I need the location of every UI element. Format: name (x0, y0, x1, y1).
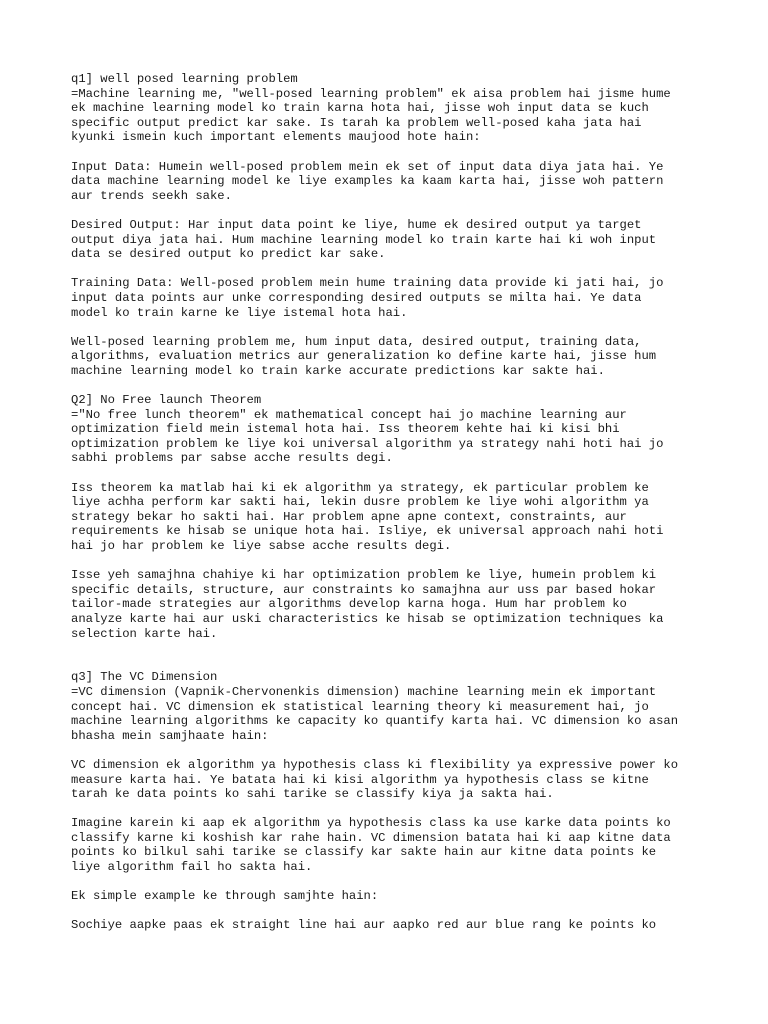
text-line: hai jo har problem ke liye sabse acche results degi. (71, 539, 452, 553)
paragraph (71, 72, 711, 145)
text-line: requirements ke hisab se unique hota hai. Isliye, ek universal approach nahi hoti (71, 524, 664, 539)
text-line: kyunki ismein kuch important elements maujood hote hain: (71, 130, 481, 145)
text-line: optimization field mein istemal hota hai. Iss theorem kehte hai ki kisi bhi (71, 422, 620, 437)
paragraph (71, 816, 711, 874)
paragraph (71, 568, 711, 641)
text-line: Ek simple example ke through samjhte hain: (71, 889, 379, 904)
text-line: strategy bekar ho sakti hai. Har problem apne apne context, constraints, aur (71, 509, 627, 524)
text-line: data machine learning model ke liye examples ka kaam karta hai, jisse woh pattern (71, 174, 664, 189)
text-line: Iss theorem ka matlab hai ki ek algorithm ya strategy, ek particular problem ke (71, 480, 649, 495)
text-line: q1] well posed learning problem (71, 72, 298, 86)
text-line: optimization problem ke liye koi universal algorithm ya strategy nahi hoti hai jo (71, 436, 664, 451)
paragraph (71, 918, 711, 933)
paragraph (71, 889, 711, 904)
paragraph (71, 276, 711, 320)
text-line: Imagine karein ki aap ek algorithm ya hypothesis class ka use karke data points ko (71, 816, 671, 831)
text-line: Input Data: Humein well-posed problem mein ek set of input data diya jata hai. Ye (71, 159, 664, 174)
text-line: selection karte hai. (71, 626, 218, 641)
text-line: concept hai. VC dimension ek statistical learning theory ki measurement hai, jo (71, 699, 649, 714)
text-line: q3] The VC Dimension (71, 670, 218, 685)
text-line: points ko bilkul sahi tarike se classify kar sakte hain aur kitne data points ke (71, 845, 657, 860)
text-line: measure karta hai. Ye batata hai ki kisi algorithm ya hypothesis class se kitne (71, 772, 649, 787)
text-line: data se desired output ko predict kar sake. (71, 247, 386, 262)
text-line: model ko train karne ke liye istemal hota hai. (71, 305, 408, 320)
paragraph (71, 335, 711, 379)
text-line: machine learning model ko train karke accurate predictions kar sakte hai. (71, 363, 605, 378)
paragraph (71, 218, 711, 262)
text-line: aur trends seekh sake. (71, 188, 232, 203)
text-line: analyze karte hai aur uski characteristics ke hisab se optimization techniques ka (71, 611, 664, 626)
text-line: Q2] No Free launch Theorem (71, 393, 262, 408)
text-line: algorithms, evaluation metrics aur generalization ko define karte hai, jisse hum (71, 349, 657, 364)
text-line: specific details, structure, aur constraints ko samajhna aur uss par based hokar (71, 582, 657, 597)
paragraph (71, 481, 711, 554)
text-line: liye achha perform kar sakti hai, lekin dusre problem ke liye wohi algorithm ya (71, 495, 649, 510)
document-page (71, 72, 711, 948)
text-line: classify karne ki koshish kar rahe hain. VC dimension batata hai ki aap kitne data (71, 830, 671, 845)
text-line: tailor-made strategies aur algorithms develop karna hoga. Hum har problem ko (71, 597, 627, 612)
text-line: Sochiye aapke paas ek straight line hai aur aapko red aur blue rang ke points ko (71, 918, 657, 933)
text-line: specific output predict kar sake. Is tarah ka problem well-posed kaha jata hai (71, 115, 642, 130)
paragraph (71, 393, 711, 466)
text-line: Training Data: Well-posed problem mein hume training data provide ki jati hai, jo (71, 276, 664, 291)
text-line: ="No free lunch theorem" ek mathematical concept hai jo machine learning aur (71, 407, 627, 422)
text-line: Isse yeh samajhna chahiye ki har optimization problem ke liye, humein problem ki (71, 568, 657, 583)
text-line: VC dimension ek algorithm ya hypothesis class ki flexibility ya expressive power ko (71, 757, 679, 772)
text-line: bhasha mein samjhaate hain: (71, 728, 269, 743)
text-line: tarah ke data points ko sahi tarike se classify kiya ja sakta hai. (71, 787, 554, 802)
text-line: output diya jata hai. Hum machine learning model ko train karte hai ki woh input (71, 232, 657, 247)
text-line: liye algorithm fail ho sakta hai. (71, 860, 313, 875)
text-line: =VC dimension (Vapnik-Chervonenkis dimension) machine learning mein ek important (71, 684, 657, 699)
text-line: Desired Output: Har input data point ke liye, hume ek desired output ya target (71, 217, 642, 232)
text-line: =Machine learning me, "well-posed learning problem" ek aisa problem hai jisme hume (71, 86, 671, 101)
paragraph (71, 758, 711, 802)
section-spacer (71, 656, 711, 671)
text-line: machine learning algorithms ke capacity ko quantify karta hai. VC dimension ko asan (71, 714, 679, 729)
text-line: ek machine learning model ko train karna hota hai, jisse woh input data se kuch (71, 101, 649, 116)
text-line: sabhi problems par sabse acche results degi. (71, 451, 393, 466)
text-line: Well-posed learning problem me, hum input data, desired output, training data, (71, 334, 642, 349)
paragraph (71, 160, 711, 204)
paragraph (71, 670, 711, 743)
text-line: input data points aur unke corresponding desired outputs se milta hai. Ye data (71, 290, 642, 305)
